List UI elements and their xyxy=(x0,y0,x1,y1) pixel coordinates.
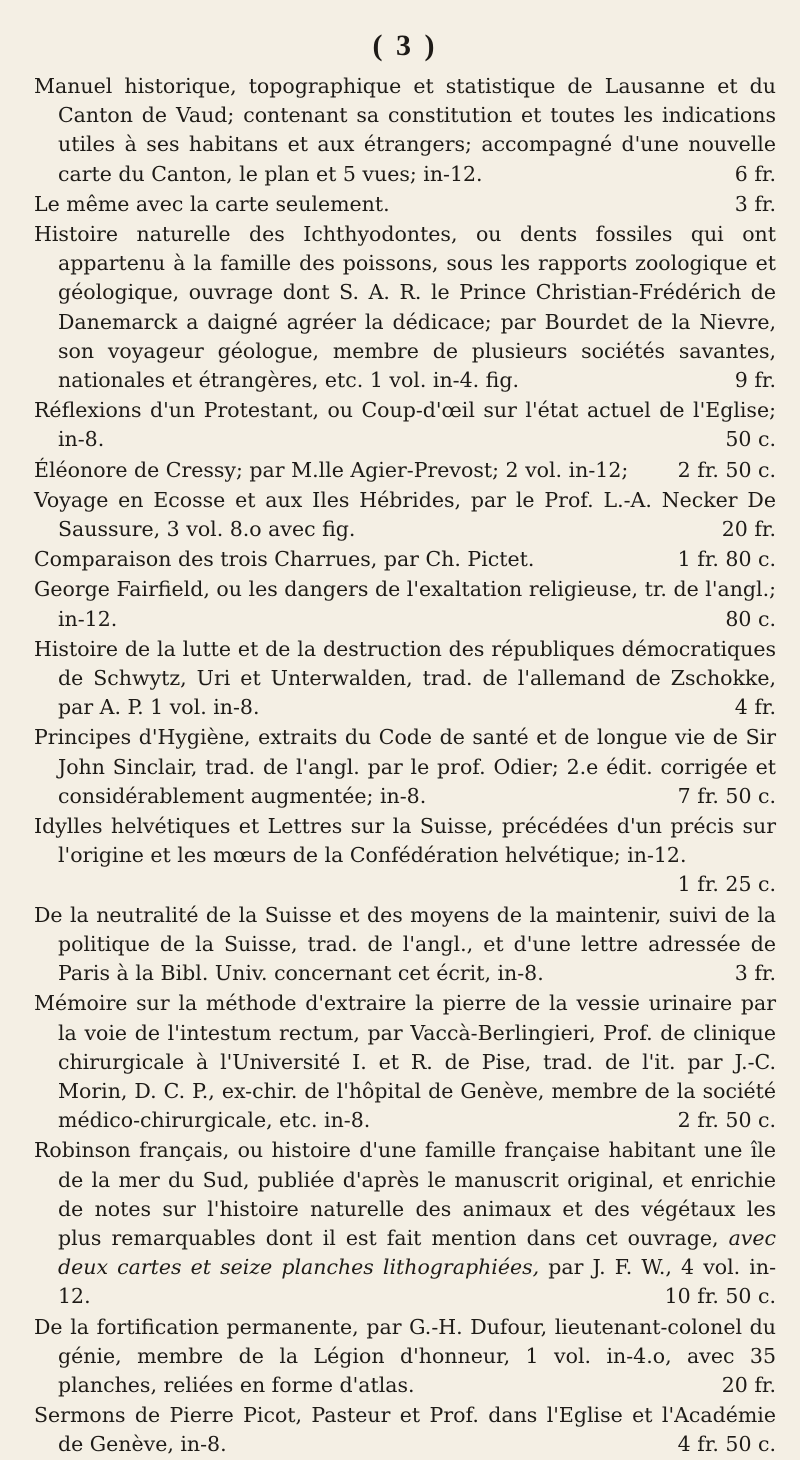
catalogue-entry xyxy=(34,396,776,454)
catalogue-entry xyxy=(34,1313,776,1401)
entry-text: George Fairfield, ou les dangers de l'exaltation religieuse, tr. de l'angl.; in-12. xyxy=(34,577,776,631)
entry-text: Idylles helvétiques et Lettres sur la Suisse, précédées d'un précis sur l'origine et les mœurs de la Confédération helvétique; in-12. xyxy=(34,814,776,868)
entry-text: De la neutralité de la Suisse et des moyens de la maintenir, suivi de la politique de la Suisse, trad. de l'angl., et d'une lettre adressée de Paris à la Bibl. Univ. concernant cet écrit, in-8. xyxy=(34,902,776,986)
entry-price: 7 fr. 50 c. xyxy=(677,783,776,808)
entry-price: 4 fr. 50 c. xyxy=(677,1432,776,1457)
entry-price: 2 fr. 50 c. xyxy=(677,1108,776,1133)
entry-text: Éléonore de Cressy; par M.lle Agier-Prevost; 2 vol. in-12; xyxy=(34,457,629,482)
catalogue-entry xyxy=(34,723,776,811)
entry-text: Le même avec la carte seulement. xyxy=(34,191,390,216)
entry-price: 3 fr. xyxy=(734,191,776,216)
catalogue-entry xyxy=(34,190,776,219)
catalogue-entry xyxy=(34,1136,776,1311)
entry-text: Principes d'Hygiène, extraits du Code de santé et de longue vie de Sir John Sinclair, trad. de l'angl. par le prof. Odier; 2.e édit. corrigée et considérablement augmentée; in-8. xyxy=(34,725,776,808)
catalogue-entry xyxy=(34,812,776,900)
entry-price: 50 c. xyxy=(725,427,776,452)
entry-price: 1 fr. 25 c. xyxy=(677,872,776,897)
catalogue-entry xyxy=(34,989,776,1135)
catalogue-entry xyxy=(34,456,776,485)
catalogue-entries xyxy=(34,72,776,1460)
entry-text: Mémoire sur la méthode d'extraire la pierre de la vessie urinaire par la voie de l'intestum rectum, par Vaccà-Berlingieri, Prof. de clinique chirurgicale à l'Université I. et R. de Pise, trad. de l'it. par J.-C. Morin, D. C. P., ex-chir. de l'hôpital de Genève, membre de la société médico-chirurgicale, etc. in-8. xyxy=(34,991,776,1133)
entry-text: Manuel historique, topographique et statistique de Lausanne et du Canton de Vaud; contenant sa constitution et toutes les indications utiles à ses habitans et aux étrangers; accompagné d'une nouvelle carte du Canton, le plan et 5 vues; in-12. xyxy=(34,74,776,186)
catalogue-entry xyxy=(34,1401,776,1459)
entry-italic-text: avec deux cartes et seize planches lithographiées, xyxy=(58,1225,776,1280)
entry-price: 6 fr. xyxy=(734,161,776,186)
entry-price: 20 fr. xyxy=(721,517,776,542)
entry-price: 1 fr. 80 c. xyxy=(677,547,776,572)
catalogue-entry xyxy=(34,635,776,723)
catalogue-entry xyxy=(34,545,776,574)
entry-price: 4 fr. xyxy=(734,695,776,720)
entry-price: 20 fr. xyxy=(721,1372,776,1397)
entry-text: Comparaison des trois Charrues, par Ch. Pictet. xyxy=(34,547,535,572)
entry-text: Sermons de Pierre Picot, Pasteur et Prof. dans l'Eglise et l'Académie de Genève, in-8. xyxy=(34,1403,776,1457)
page-number: ( 3 ) xyxy=(372,29,438,62)
entry-price: 10 fr. 50 c. xyxy=(664,1284,776,1309)
entry-text: Histoire de la lutte et de la destruction des républiques démocratiques de Schwytz, Uri et Unterwalden, trad. de l'allemand de Zschokke, par A. P. 1 vol. in-8. xyxy=(34,636,776,720)
catalogue-entry xyxy=(34,901,776,989)
entry-price: 2 fr. 50 c. xyxy=(677,457,776,482)
entry-price: 80 c. xyxy=(725,606,776,631)
entry-text: Histoire naturelle des Ichthyodontes, ou dents fossiles qui ont appartenu à la famille des poissons, sous les rapports zoologique et géologique, ouvrage dont S. A. R. le Prince Christian-Frédérich de Danemarck a daigné agréer la dédicace; par Bourdet de la Nievre, son voyageur géologue, membre de plusieurs sociétés savantes, nationales et étrangères, etc. 1 vol. in-4. fig. xyxy=(34,222,776,393)
entry-price: 3 fr. xyxy=(734,961,776,986)
entry-price: 9 fr. xyxy=(734,368,776,393)
catalogue-entry xyxy=(34,575,776,633)
catalogue-entry xyxy=(34,486,776,544)
entry-text: Réflexions d'un Protestant, ou Coup-d'œil sur l'état actuel de l'Eglise; in-8. xyxy=(34,398,776,452)
entry-text: Voyage en Ecosse et aux Iles Hébrides, par le Prof. L.-A. Necker De Saussure, 3 vol. 8.o avec fig. xyxy=(34,487,776,542)
entry-text-after: par J. F. W., 4 vol. in-12. xyxy=(58,1255,776,1309)
catalogue-entry xyxy=(34,220,776,395)
entry-text: Robinson français, ou histoire d'une famille française habitant une île de la mer du Sud, publiée d'après le manuscrit original, et enrichie de notes sur l'histoire naturelle des animaux et des végétaux les plus remarquables dont il est fait mention dans cet ouvrage, xyxy=(34,1138,776,1250)
entry-text: De la fortification permanente, par G.-H. Dufour, lieutenant-colonel du génie, membre de la Légion d'honneur, 1 vol. in-4.o, avec 35 planches, reliées en forme d'atlas. xyxy=(34,1314,776,1397)
catalogue-entry xyxy=(34,72,776,189)
